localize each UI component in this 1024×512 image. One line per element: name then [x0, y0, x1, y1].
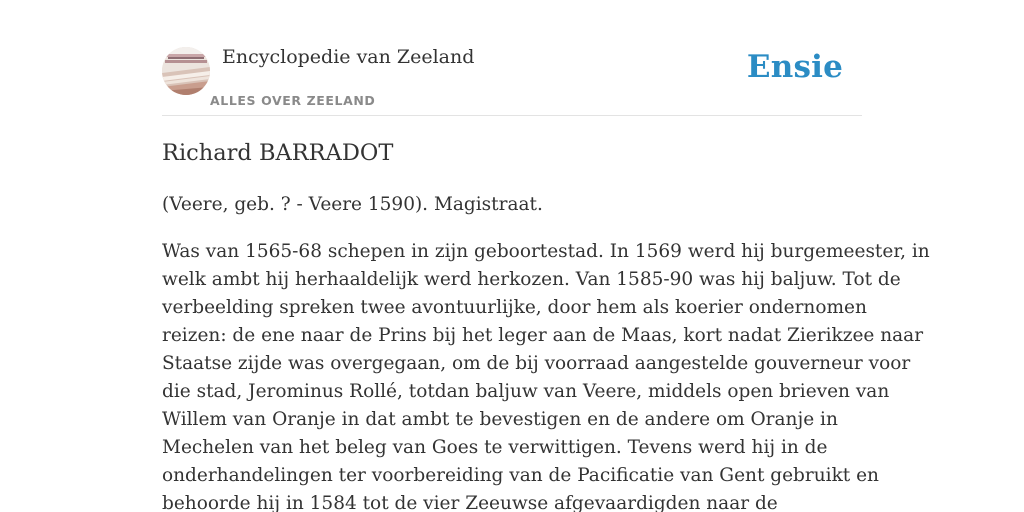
- body-line: verbeelding spreken twee avontuurlijke, door hem als koerier ondernomen: [162, 297, 867, 318]
- body-line: Was van 1565-68 schepen in zijn geboortestad. In 1569 werd hij burgemeester, in: [162, 241, 930, 262]
- body-line: onderhandelingen ter voorbereiding van de Pacificatie van Gent gebruikt en: [162, 465, 879, 486]
- article-subtitle: (Veere, geb. ? - Veere 1590). Magistraat.: [162, 194, 543, 215]
- site-tagline: ALLES OVER ZEELAND: [210, 93, 376, 108]
- body-line: welk ambt hij herhaaldelijk werd herkozen. Van 1585-90 was hij baljuw. Tot de: [162, 269, 901, 290]
- encyclopedia-book-icon: [162, 47, 210, 95]
- body-line: behoorde hij in 1584 tot de vier Zeeuwse afgevaardigden naar de: [162, 493, 778, 512]
- body-line: Mechelen van het beleg van Goes te verwittigen. Tevens werd hij in de: [162, 437, 828, 458]
- site-title[interactable]: Encyclopedie van Zeeland: [222, 46, 475, 68]
- body-line: die stad, Jerominus Rollé, totdan baljuw van Veere, middels open brieven van: [162, 381, 890, 402]
- page-container: [162, 0, 930, 512]
- article-body: [162, 238, 930, 512]
- site-header: [162, 0, 862, 116]
- body-line: reizen: de ene naar de Prins bij het leger aan de Maas, kort nadat Zierikzee naar: [162, 325, 924, 346]
- brand-logo[interactable]: Ensie: [746, 49, 843, 85]
- article-title: Richard BARRADOT: [162, 140, 394, 166]
- avatar[interactable]: [162, 47, 210, 95]
- body-line: Staatse zijde was overgegaan, om de bij voorraad aangestelde gouverneur voor: [162, 353, 911, 374]
- body-line: Willem van Oranje in dat ambt te bevestigen en de andere om Oranje in: [162, 409, 838, 430]
